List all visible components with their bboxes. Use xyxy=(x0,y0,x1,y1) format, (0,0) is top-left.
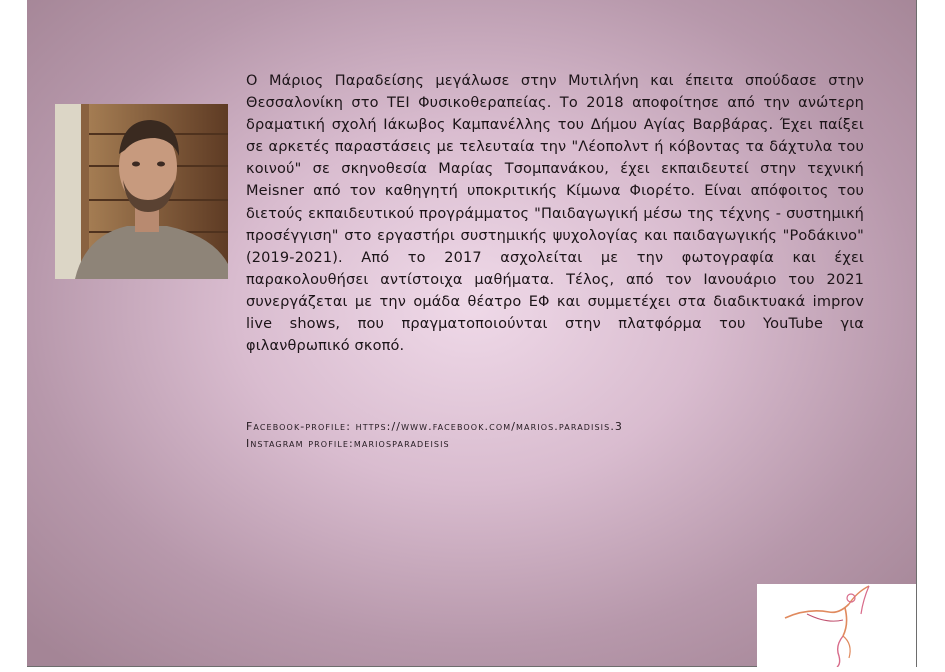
slide xyxy=(27,0,917,667)
dancer-logo-icon xyxy=(757,584,916,667)
bio-text: Ο Μάριος Παραδείσης μεγάλωσε στην Μυτιλήνη και έπειτα σπούδασε στην Θεσσαλονίκη στο ΤΕΙ Φυσικοθεραπείας. Το 2018 αποφοίτησε από την ανώτερη δραματική σχολή Ιάκωβος Καμπανέλλης του Δήμου Αγίας Βαρβάρας. Έχει παίξει σε αρκετές παραστάσεις με τελευταία την "Λέοπολντ ή κόβοντας τα δάχτυλα του κοινού" σε σκηνοθεσία Μαρίας Τσομπανάκου, έχει εκπαιδευτεί στην τεχνική Meisner από τον καθηγητή υποκριτικής Κίμωνα Φιορέτο. Είναι απόφοιτος του διετούς εκπαιδευτικού προγράμματος "Παιδαγωγική μέσω της τέχνης - συστημική προσέγγιση" στο εργαστήρι συστημικής ψυχολογίας και παιδαγωγικής "Ροδάκινο" (2019-2021). Από το 2017 ασχολείται με την φωτογραφία και έχει παρακολουθήσει αντίστοιχα μαθήματα. Τέλος, από τον Ιανουάριο του 2021 συνεργάζεται με την ομάδα θέατρο ΕΦ και συμμετέχει στα διαδικτυακά improv live shows, που πραγματοποιούνται στην πλατφόρμα του YouTube για φιλανθρωπικό σκοπό. xyxy=(246,73,864,355)
portrait-photo xyxy=(55,104,228,279)
instagram-profile-link[interactable]: Instagram profile:mariosparadeisis xyxy=(246,437,450,450)
facebook-profile-link[interactable]: Facebook-profile: https://www.facebook.com/marios.paradisis.3 xyxy=(246,420,624,433)
dancer-logo xyxy=(757,584,916,667)
profile-links xyxy=(246,418,623,452)
portrait-image xyxy=(55,104,228,279)
